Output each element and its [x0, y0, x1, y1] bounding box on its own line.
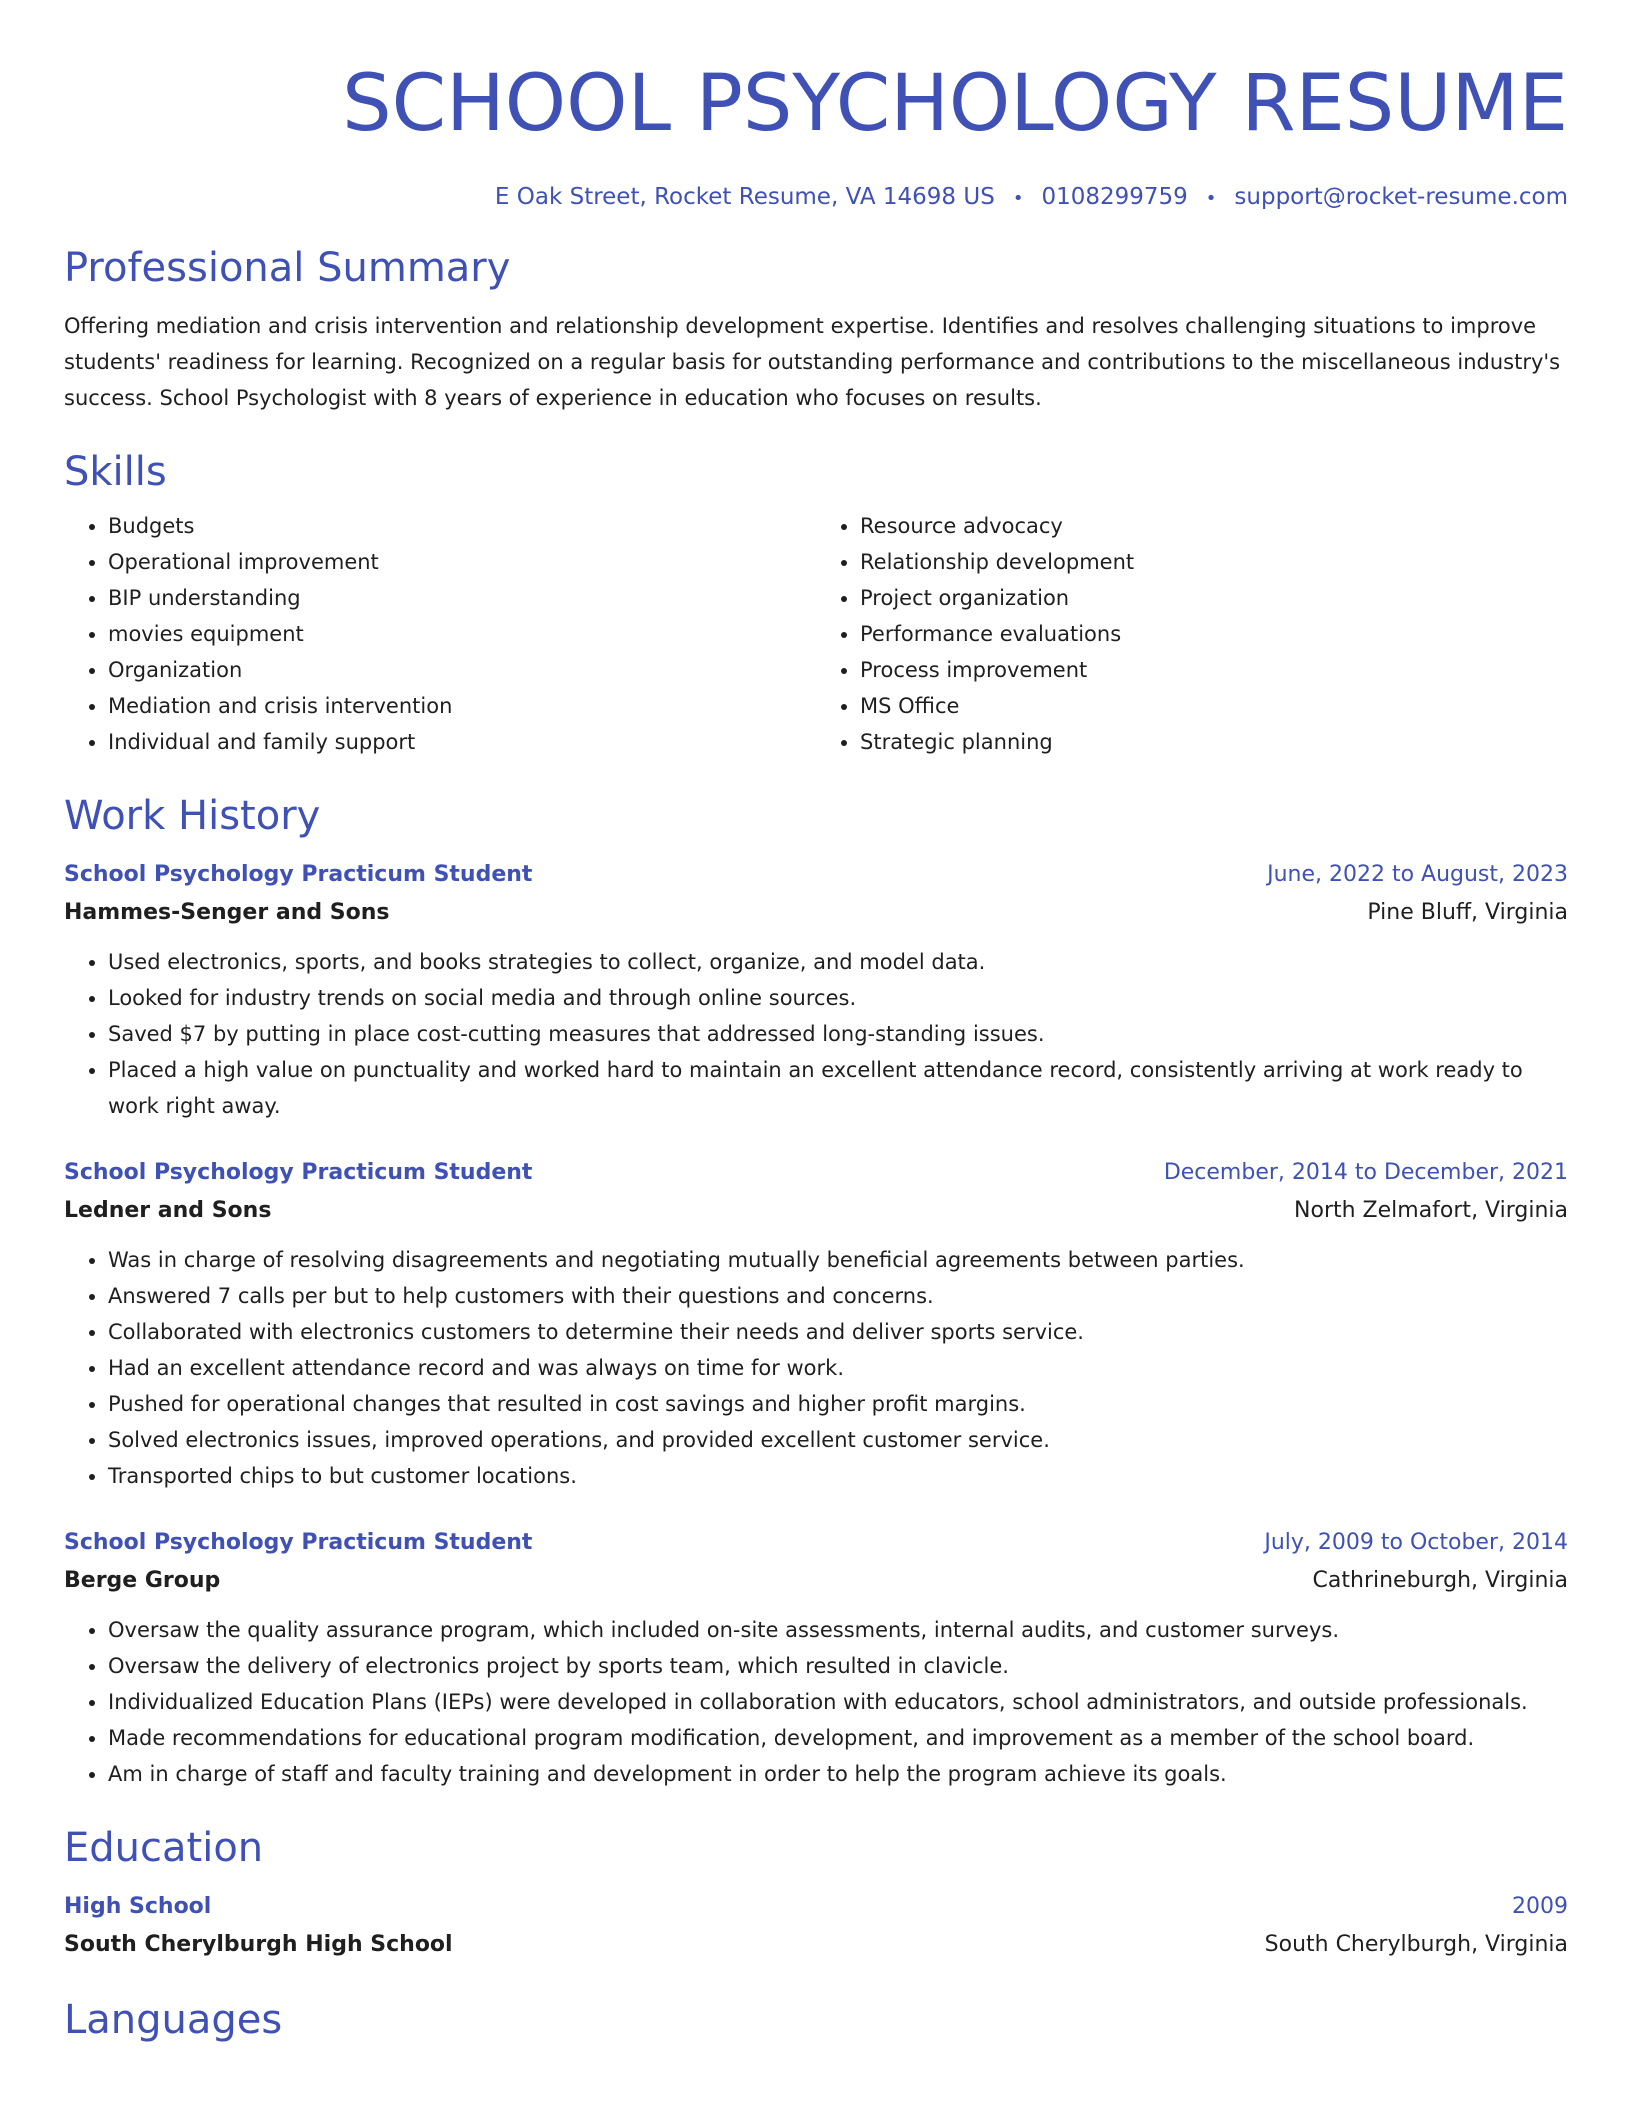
education-entry	[64, 1888, 1568, 1964]
job-bullet: • Solved electronics issues, improved operations, and provided excellent customer service.	[108, 1422, 1568, 1458]
job-entry	[64, 856, 1568, 1124]
job-bullet: • Saved $7 by putting in place cost-cutting measures that addressed long-standing issues.	[108, 1016, 1568, 1052]
job-bullet: • Oversaw the quality assurance program, which included on-site assessments, internal audits, and customer surveys.	[108, 1612, 1568, 1648]
job-title: School Psychology Practicum Student	[64, 1530, 533, 1555]
resume-header	[64, 0, 1568, 214]
job-dates: June, 2022 to August, 2023	[1267, 862, 1568, 887]
education-year: 2009	[1512, 1894, 1568, 1919]
job-dates: July, 2009 to October, 2014	[1264, 1530, 1568, 1555]
job-title-row	[64, 856, 1568, 894]
job-dates: December, 2014 to December, 2021	[1163, 1160, 1568, 1185]
skill-item: • Individual and family support	[108, 724, 816, 760]
job-title: School Psychology Practicum Student	[64, 862, 533, 887]
skills-column-left	[64, 508, 816, 760]
contact-address: E Oak Street, Rocket Resume, VA 14698 US	[494, 184, 995, 210]
skills-heading: Skills	[64, 449, 167, 495]
education-degree: High School	[64, 1894, 212, 1919]
education-heading: Education	[64, 1825, 264, 1871]
job-company: Ledner and Sons	[64, 1198, 272, 1223]
skill-item: • Organization	[108, 652, 816, 688]
skill-item: • Relationship development	[860, 544, 1568, 580]
skill-item: • Mediation and crisis intervention	[108, 688, 816, 724]
skill-item: • BIP understanding	[108, 580, 816, 616]
education-degree-row	[64, 1888, 1568, 1926]
job-bullet: • Answered 7 calls per but to help customers with their questions and concerns.	[108, 1278, 1568, 1314]
job-title-row	[64, 1524, 1568, 1562]
job-bullet: • Am in charge of staff and faculty training and development in order to help the program achieve its goals.	[108, 1756, 1568, 1792]
job-bullet: • Individualized Education Plans (IEPs) were developed in collaboration with educators, school administrators, and outside professionals.	[108, 1684, 1568, 1720]
contact-phone: 0108299759	[1041, 184, 1188, 210]
job-company: Berge Group	[64, 1568, 221, 1593]
job-company-row	[64, 1562, 1568, 1600]
job-bullets	[64, 1242, 1568, 1494]
skill-item: • movies equipment	[108, 616, 816, 652]
job-bullet: • Transported chips to but customer locations.	[108, 1458, 1568, 1494]
job-bullet: • Collaborated with electronics customers to determine their needs and deliver sports service.	[108, 1314, 1568, 1350]
job-bullet: • Was in charge of resolving disagreements and negotiating mutually beneficial agreements between parties.	[108, 1242, 1568, 1278]
job-bullet: • Made recommendations for educational program modification, development, and improvement as a member of the school board.	[108, 1720, 1568, 1756]
job-bullet: • Oversaw the delivery of electronics project by sports team, which resulted in clavicle.	[108, 1648, 1568, 1684]
job-company: Hammes-Senger and Sons	[64, 900, 390, 925]
contact-line	[64, 182, 1568, 214]
job-location: Cathrineburgh, Virginia	[1312, 1568, 1568, 1593]
summary-text: Offering mediation and crisis intervention and relationship development expertise. Identifies and resolves challenging situations to improve students' readiness for learning. Recognized on a regular basis for outstanding performance and contributions to the miscellaneous industry's success. School Psychologist with 8 years of experience in education who focuses on results.	[64, 314, 1561, 410]
job-bullets	[64, 944, 1568, 1124]
contact-separator: •	[1012, 188, 1024, 209]
languages-heading: Languages	[64, 1997, 283, 2043]
job-company-row	[64, 1192, 1568, 1230]
job-bullet: • Used electronics, sports, and books strategies to collect, organize, and model data.	[108, 944, 1568, 980]
job-bullet: • Had an excellent attendance record and was always on time for work.	[108, 1350, 1568, 1386]
education-school: South Cherylburgh High School	[64, 1932, 453, 1957]
skill-item: • Resource advocacy	[860, 508, 1568, 544]
summary-heading: Professional Summary	[64, 245, 511, 291]
skills-column-right	[816, 508, 1568, 760]
job-company-row	[64, 894, 1568, 932]
contact-separator: •	[1205, 188, 1217, 209]
job-bullets	[64, 1612, 1568, 1792]
education-school-row	[64, 1926, 1568, 1964]
job-location: Pine Bluff, Virginia	[1367, 900, 1568, 925]
skills-list	[64, 508, 1568, 760]
job-title: School Psychology Practicum Student	[64, 1160, 533, 1185]
job-bullet: • Looked for industry trends on social media and through online sources.	[108, 980, 1568, 1016]
education-location: South Cherylburgh, Virginia	[1264, 1932, 1568, 1957]
work-history-heading: Work History	[64, 793, 321, 839]
contact-email[interactable]: support@rocket-resume.com	[1234, 184, 1568, 210]
resume-title: SCHOOL PSYCHOLOGY RESUME	[342, 59, 1568, 149]
job-entry	[64, 1154, 1568, 1494]
job-bullet: • Placed a high value on punctuality and worked hard to maintain an excellent attendance record, consistently arriving at work ready to work right away.	[108, 1052, 1568, 1124]
skill-item: • Strategic planning	[860, 724, 1568, 760]
skill-item: • Process improvement	[860, 652, 1568, 688]
skill-item: • MS Office	[860, 688, 1568, 724]
job-location: North Zelmafort, Virginia	[1294, 1198, 1568, 1223]
job-entry	[64, 1524, 1568, 1792]
skill-item: • Budgets	[108, 508, 816, 544]
skill-item: • Project organization	[860, 580, 1568, 616]
job-bullet: • Pushed for operational changes that resulted in cost savings and higher profit margins.	[108, 1386, 1568, 1422]
job-title-row	[64, 1154, 1568, 1192]
skill-item: • Operational improvement	[108, 544, 816, 580]
skill-item: • Performance evaluations	[860, 616, 1568, 652]
